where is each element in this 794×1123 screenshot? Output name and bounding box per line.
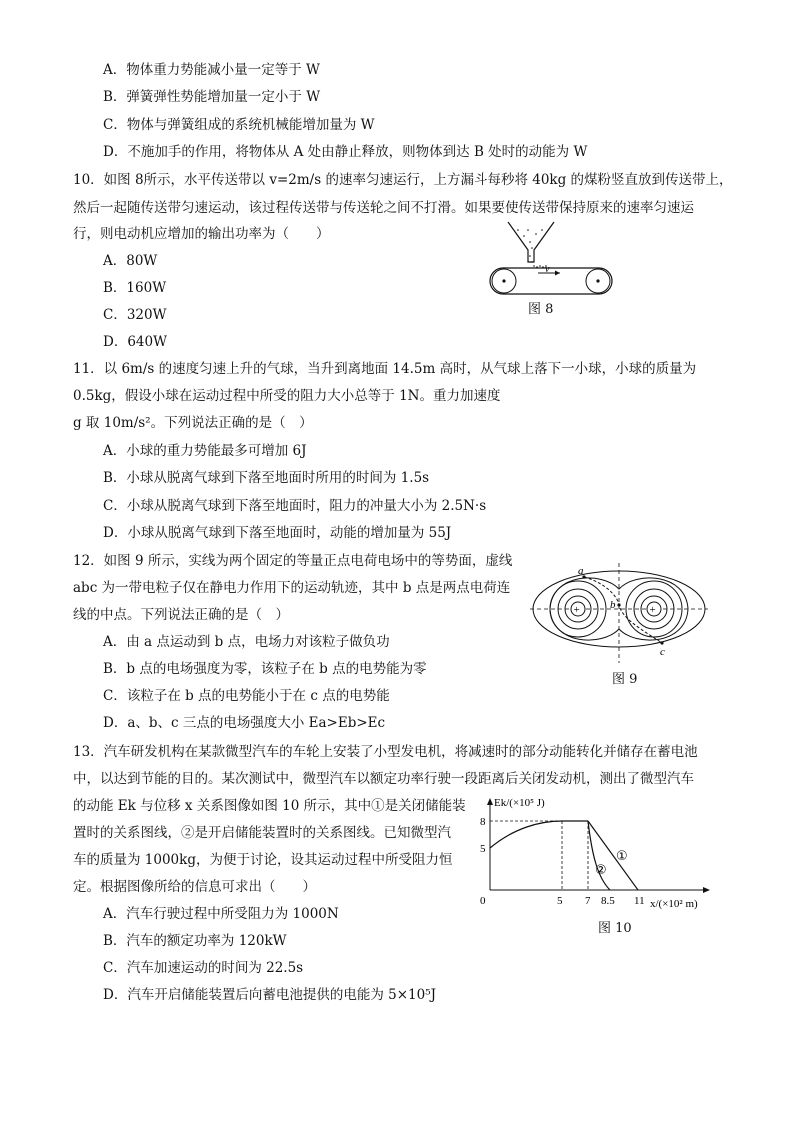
q10-option-d: D．640W (103, 334, 167, 350)
figure-10-caption: 图 10 (598, 921, 632, 936)
q13-stem-line6: 定。根据图像所给的信息可求出（ ） (73, 879, 316, 895)
q10-option-a: A．80W (103, 253, 158, 269)
q12-stem-line1: 12．如图 9 所示，实线为两个固定的等量正点电荷电场中的等势面，虚线 (73, 553, 513, 569)
q11-stem-line3: g 取 10m/s²。下列说法正确的是（ ） (73, 415, 313, 431)
right-charge-plus: + (649, 604, 656, 616)
figure-10-ek-x-graph (474, 794, 728, 914)
q13-stem-line5: 车的质量为 1000kg，为便于讨论，设其运动过程中所受阻力恒 (73, 852, 453, 868)
point-a-label: a (578, 565, 584, 577)
left-charge-plus: + (573, 604, 580, 616)
q13-option-a: A．汽车行驶过程中所受阻力为 1000N (103, 906, 339, 922)
q11-stem-line2: 0.5kg，假设小球在运动过程中所受的阻力大小总等于 1N。重力加速度 (73, 388, 501, 404)
q9-option-a: A．物体重力势能减小量一定等于 W (103, 62, 320, 78)
graph-y-axis-label: Ek/(×10⁵ J) (494, 797, 545, 809)
graph-origin-label: 0 (480, 895, 486, 907)
q11-option-c: C．小球从脱离气球到下落至地面时，阻力的冲量大小为 2.5N·s (103, 498, 487, 514)
q11-option-d: D．小球从脱离气球到下落至地面时，动能的增加量为 55J (103, 525, 452, 541)
q12-stem-line3: 线的中点。下列说法正确的是（ ） (73, 607, 289, 623)
q9-option-c: C．物体与弹簧组成的系统机械能增加量为 W (103, 117, 375, 133)
q13-option-c: C．汽车加速运动的时间为 22.5s (103, 960, 304, 976)
curve-2-label: ② (595, 863, 607, 878)
graph-xtick-7: 7 (585, 895, 591, 907)
q13-stem-line4: 置时的关系图线，②是开启储能装置时的关系图线。已知微型汽 (73, 825, 451, 841)
q10-option-b: B．160W (103, 280, 167, 296)
q13-stem-line3: 的动能 Ek 与位移 x 关系图像如图 10 所示，其中①是关闭储能装 (73, 798, 466, 814)
graph-xtick-8-5: 8.5 (601, 895, 615, 907)
curve-1-label: ① (616, 849, 628, 864)
figure-8-conveyor-diagram (488, 218, 618, 298)
graph-x-axis-label: x/(×10² m) (650, 898, 698, 910)
figure-8-caption: 图 8 (528, 302, 554, 317)
q9-option-b: B．弹簧弹性势能增加量一定小于 W (103, 89, 321, 105)
graph-xtick-11: 11 (634, 895, 645, 907)
graph-xtick-5: 5 (557, 895, 563, 907)
q11-option-b: B．小球从脱离气球到下落至地面时所用的时间为 1.5s (103, 470, 430, 486)
figure-9-caption: 图 9 (612, 672, 638, 687)
q13-stem-line2: 中，以达到节能的目的。某次测试中，微型汽车以额定功率行驶一段距离后关闭发动机，测出了微型汽车 (73, 771, 694, 787)
q11-option-a: A．小球的重力势能最多可增加 6J (103, 443, 307, 459)
q10-option-c: C．320W (103, 307, 167, 323)
point-c-label: c (660, 646, 665, 658)
q13-option-b: B．汽车的额定功率为 120kW (103, 933, 287, 949)
q12-option-b: B．b 点的电场强度为零，该粒子在 b 点的电势能为零 (103, 661, 427, 677)
q12-option-c: C．该粒子在 b 点的电势能小于在 c 点的电势能 (103, 688, 390, 704)
figure-9-equipotential-diagram (526, 561, 712, 665)
q11-stem-line1: 11．以 6m/s 的速度匀速上升的气球，当升到离地面 14.5m 高时，从气球上落下一小球，小球的质量为 (73, 361, 697, 377)
q10-stem-line2: 然后一起随传送带匀速运动，该过程传送带与传送轮之间不打滑。如果要使传送带保持原来的速率匀速运 (73, 200, 694, 216)
q9-option-d: D．不施加手的作用，将物体从 A 处由静止释放，则物体到达 B 处时的动能为 W (103, 144, 588, 160)
graph-ytick-8: 8 (480, 816, 486, 828)
graph-ytick-5: 5 (480, 843, 486, 855)
q10-stem-line1: 10．如图 8所示，水平传送带以 v=2m/s 的速率匀速运行，上方漏斗每秒将 40kg 的煤粉竖直放到传送带上， (73, 172, 733, 188)
q13-stem-line1: 13．汽车研发机构在某款微型汽车的车轮上安装了小型发电机，将减速时的部分动能转化并储存在蓄电池 (73, 744, 698, 760)
q12-stem-line2: abc 为一带电粒子仅在静电力作用下的运动轨迹，其中 b 点是两点电荷连 (73, 580, 511, 596)
q12-option-d: D．a、b、c 三点的电场强度大小 Ea>Eb>Ec (103, 715, 386, 731)
q13-option-d: D．汽车开启储能装置后向蓄电池提供的电能为 5×10⁵J (103, 987, 437, 1003)
q12-option-a: A．由 a 点运动到 b 点，电场力对该粒子做负功 (103, 634, 390, 650)
q10-stem-line3: 行，则电动机应增加的输出功率为（ ） (73, 226, 330, 242)
point-b-label: b (610, 599, 616, 611)
velocity-label: v (545, 264, 550, 275)
